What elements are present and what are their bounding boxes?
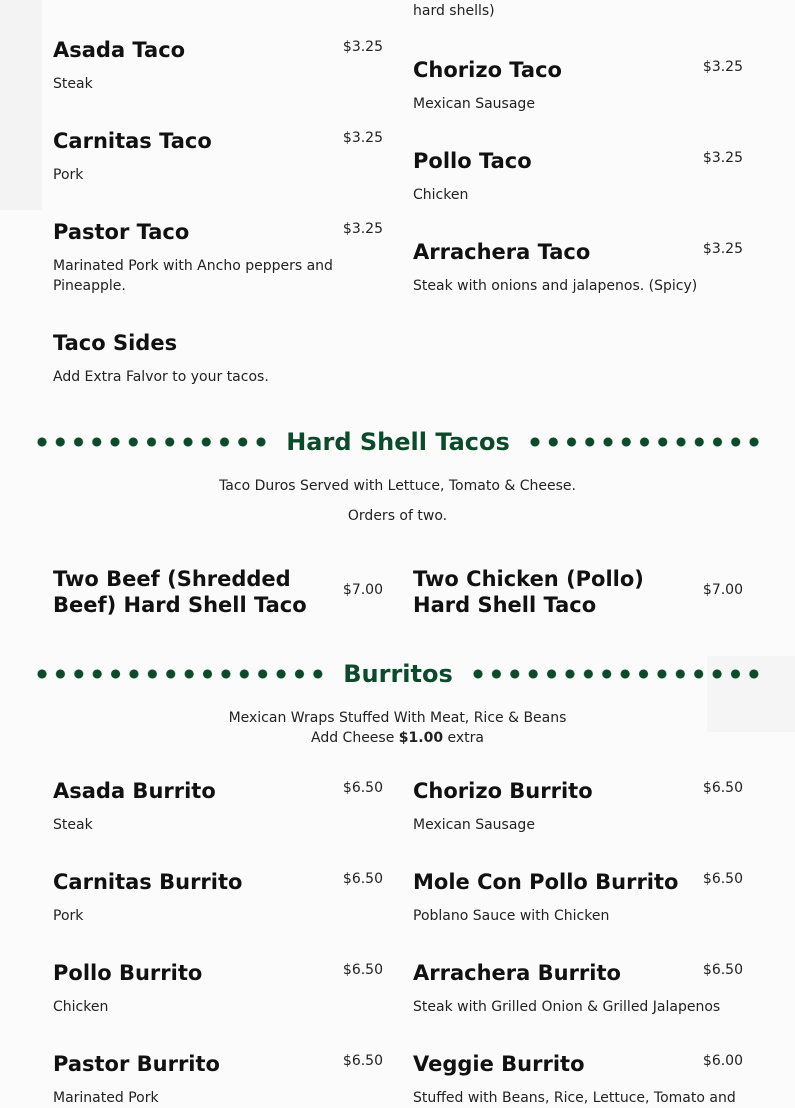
menu-item-pollo-taco[interactable] xyxy=(413,148,743,205)
item-description: Steak xyxy=(53,817,93,833)
item-name: Taco Sides xyxy=(53,331,178,355)
menu-item-two-chicken-hard-shell-taco[interactable] xyxy=(413,566,743,618)
item-name: Asada Burrito xyxy=(53,779,216,803)
menu-item-chorizo-taco[interactable] xyxy=(413,57,743,114)
item-price: $6.50 xyxy=(342,780,383,796)
item-price: $3.25 xyxy=(702,241,743,257)
dotted-rule-left xyxy=(33,669,327,679)
item-description: Steak with Grilled Onion & Grilled Jalapenos xyxy=(413,999,721,1015)
item-description: Marinated Pork xyxy=(53,1090,159,1106)
item-name: Pastor Burrito xyxy=(53,1052,220,1076)
section-title: Hard Shell Tacos xyxy=(286,428,510,456)
item-description: Mexican Sausage xyxy=(413,817,535,833)
menu-item-pastor-taco[interactable] xyxy=(53,219,383,296)
item-price: $3.25 xyxy=(342,39,383,55)
section-note: Mexican Wraps Stuffed With Meat, Rice & Beans xyxy=(228,710,567,726)
item-price: $3.25 xyxy=(702,59,743,75)
item-name: Carnitas Burrito xyxy=(53,870,243,894)
item-price: $3.25 xyxy=(702,150,743,166)
menu-item-pollo-burrito[interactable] xyxy=(53,960,383,1017)
item-description: Pork xyxy=(53,167,84,183)
item-name: Arrachera Burrito xyxy=(413,961,621,985)
menu-item-pastor-burrito[interactable] xyxy=(53,1051,383,1108)
item-description: Steak xyxy=(53,76,93,92)
dotted-rule-left xyxy=(33,437,270,447)
item-price: $6.50 xyxy=(702,871,743,887)
item-price: $3.25 xyxy=(342,130,383,146)
item-name: Arrachera Taco xyxy=(413,240,591,264)
menu-item-two-beef-hard-shell-taco[interactable] xyxy=(53,566,383,618)
menu-item-veggie-burrito[interactable] xyxy=(413,1051,743,1108)
item-price: $6.50 xyxy=(342,871,383,887)
menu-item-arrachera-burrito[interactable] xyxy=(413,960,743,1017)
note-text: extra xyxy=(443,730,485,746)
faded-background-panel xyxy=(0,0,42,210)
item-description: Chicken xyxy=(53,999,109,1015)
section-note-cheese xyxy=(0,728,795,748)
item-price: $3.25 xyxy=(342,221,383,237)
item-name: Veggie Burrito xyxy=(413,1052,585,1076)
item-name: Pollo Burrito xyxy=(53,961,203,985)
item-name: Pastor Taco xyxy=(53,220,190,244)
item-name: Chorizo Burrito xyxy=(413,779,593,803)
item-price: $6.50 xyxy=(702,962,743,978)
item-description: Steak with onions and jalapenos. (Spicy) xyxy=(413,278,698,294)
item-price: $6.50 xyxy=(342,962,383,978)
section-heading-hard-shell-tacos xyxy=(33,422,763,462)
item-description: Mexican Sausage xyxy=(413,96,535,112)
item-name: Two Chicken (Pollo) Hard Shell Taco xyxy=(413,567,644,617)
item-price: $6.00 xyxy=(702,1053,743,1069)
item-description: Add Extra Falvor to your tacos. xyxy=(53,369,269,385)
section-note: Orders of two. xyxy=(347,508,448,524)
item-name: Two Beef (Shredded Beef) Hard Shell Taco xyxy=(53,567,307,617)
dotted-rule-right xyxy=(469,669,763,679)
item-price: $7.00 xyxy=(342,582,383,598)
menu-item-carnitas-burrito[interactable] xyxy=(53,869,383,926)
menu-item-carnitas-taco[interactable] xyxy=(53,128,383,185)
item-description: hard shells) xyxy=(413,3,495,19)
menu-item-arrachera-taco[interactable] xyxy=(413,239,743,296)
item-name: Chorizo Taco xyxy=(413,58,562,82)
item-name: Carnitas Taco xyxy=(53,129,212,153)
item-description: Poblano Sauce with Chicken xyxy=(413,908,610,924)
section-note: Taco Duros Served with Lettuce, Tomato & Cheese. xyxy=(219,478,576,494)
item-name: Asada Taco xyxy=(53,38,186,62)
dotted-rule-right xyxy=(526,437,763,447)
section-heading-burritos xyxy=(33,654,763,694)
item-price: $6.50 xyxy=(342,1053,383,1069)
menu-item-taco-sides[interactable] xyxy=(53,330,383,387)
item-price: $7.00 xyxy=(702,582,743,598)
item-name: Mole Con Pollo Burrito xyxy=(413,870,679,894)
item-description: Chicken xyxy=(413,187,469,203)
menu-item-asada-burrito[interactable] xyxy=(53,778,383,835)
menu-item-asada-taco[interactable] xyxy=(53,37,383,94)
menu-item-partial xyxy=(413,1,743,21)
menu-item-mole-con-pollo-burrito[interactable] xyxy=(413,869,743,926)
item-description: Pork xyxy=(53,908,84,924)
item-description: Marinated Pork with Ancho peppers and Pineapple. xyxy=(53,258,333,294)
menu-item-chorizo-burrito[interactable] xyxy=(413,778,743,835)
item-price: $6.50 xyxy=(702,780,743,796)
cheese-price: $1.00 xyxy=(398,730,444,746)
item-name: Pollo Taco xyxy=(413,149,532,173)
section-title: Burritos xyxy=(343,660,453,688)
note-text: Add Cheese xyxy=(310,730,399,746)
item-description: Stuffed with Beans, Rice, Lettuce, Tomato and xyxy=(413,1090,736,1106)
